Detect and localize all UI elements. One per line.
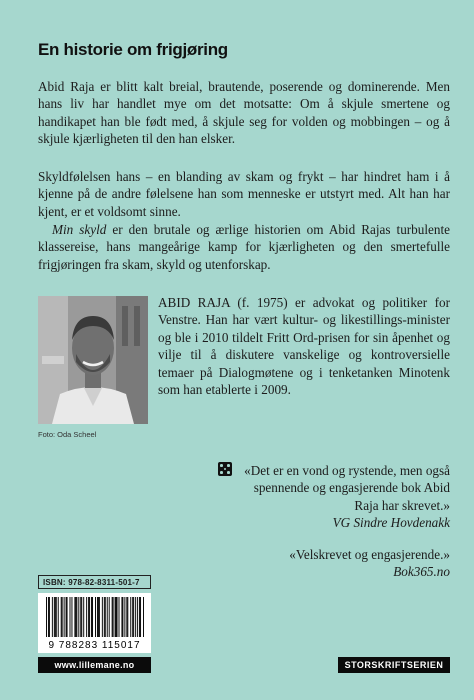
quote-source: Bok365.no — [393, 564, 450, 580]
barcode-bar — [137, 597, 138, 637]
barcode-bar — [61, 597, 62, 637]
barcode — [38, 593, 151, 653]
barcode-bar — [75, 597, 76, 637]
author-photo — [38, 296, 148, 424]
barcode-bar — [112, 597, 113, 637]
barcode-bar — [104, 597, 105, 637]
barcode-bar — [88, 597, 89, 637]
description-paragraph-1: Abid Raja er blitt kalt breial, brautende, poserende og dominerende. Men hans liv har handlet mye om det motsatte: Om å skjule smertene og handikapet han ble født med, å skjule seg for volden og mobbingen – og å skjule kjærligheten til den han elsker. — [38, 79, 450, 147]
barcode-bar — [102, 597, 103, 637]
barcode-bar — [115, 597, 116, 637]
barcode-bar — [109, 597, 110, 637]
series-label: STORSKRIFTSERIEN — [338, 657, 450, 673]
barcode-bar — [58, 597, 59, 637]
barcode-bar — [64, 597, 65, 637]
barcode-bar — [105, 597, 106, 637]
barcode-bar — [133, 597, 134, 637]
page-title: En historie om frigjøring — [38, 40, 228, 59]
barcode-bar — [89, 597, 90, 637]
barcode-bar — [143, 597, 144, 637]
barcode-bar — [126, 597, 127, 637]
barcode-bar — [97, 597, 98, 637]
barcode-bar — [76, 597, 77, 637]
barcode-digits: 9 788283 115017 — [48, 640, 141, 651]
isbn-label: ISBN: 978-82-8311-501-7 — [38, 575, 151, 589]
photo-credit: Foto: Oda Scheel — [38, 430, 97, 439]
quote-text: «Det er en vond og rystende, men også spennende og engasjerende bok Abid Raja har skrevet.» — [244, 463, 450, 513]
barcode-bar — [67, 597, 68, 637]
barcode-bar — [46, 597, 47, 637]
barcode-bar — [116, 597, 117, 637]
description-paragraph-3 — [38, 221, 450, 273]
dice-rating-icon — [218, 462, 232, 476]
barcode-bar — [66, 597, 67, 637]
barcode-bar — [107, 597, 108, 637]
barcode-bar — [56, 597, 57, 637]
barcode-bar — [122, 597, 123, 637]
barcode-bar — [62, 597, 63, 637]
author-bio: ABID RAJA (f. 1975) er advokat og politiker for Venstre. Han har vært kultur- og likestillings-minister og ble i 2010 tildelt Fritt Ord-prisen for sin åpenhet og vilje til å diskutere vanskelige og kontroversielle temaer på Dialogmøtene og i tenketanken Minotenk som han etablerte i 2009. — [158, 295, 450, 398]
barcode-bar — [121, 597, 122, 637]
barcode-bar — [140, 597, 141, 637]
barcode-bar — [95, 597, 96, 637]
barcode-bar — [99, 597, 100, 637]
barcode-bar — [124, 597, 125, 637]
barcode-bar — [117, 597, 118, 637]
barcode-bar — [52, 597, 53, 637]
book-title: Min skyld — [52, 222, 107, 237]
quote-source: VG Sindre Hovdenakk — [332, 515, 450, 531]
barcode-bar — [83, 597, 84, 637]
barcode-bar — [92, 597, 93, 637]
barcode-bar — [139, 597, 140, 637]
barcode-bar — [54, 597, 55, 637]
barcode-bar — [71, 597, 72, 637]
barcode-bar — [91, 597, 92, 637]
barcode-bar — [127, 597, 128, 637]
barcode-bar — [49, 597, 50, 637]
barcode-bar — [130, 597, 131, 637]
barcode-bar — [81, 597, 82, 637]
barcode-bar — [80, 597, 81, 637]
review-quote-1 — [244, 462, 450, 532]
description-paragraph-2: Skyldfølelsen hans – en blanding av skam og frykt – har hindret ham i å kjenne på de andre følelsene han som menneske er utstyrt med. Alt han har kjent, er et voldsomt sinne. — [38, 169, 450, 219]
barcode-bar — [48, 597, 49, 637]
review-quote-2 — [190, 546, 450, 581]
barcode-bar — [78, 597, 79, 637]
barcode-bar — [98, 597, 99, 637]
barcode-bar — [55, 597, 56, 637]
barcode-bar — [113, 597, 114, 637]
barcode-bar — [135, 597, 136, 637]
barcode-bar — [74, 597, 75, 637]
website-label: www.lillemane.no — [38, 657, 151, 673]
barcode-bar — [132, 597, 133, 637]
quote-text: «Velskrevet og engasjerende.» — [289, 547, 450, 562]
barcode-bar — [86, 597, 87, 637]
paragraph-3-text: er den brutale og ærlige historien om Abid Rajas turbulente klassereise, hans mangeårige kamp for kjærligheten og den smertefulle frigjøringen fra skam, skyld og utenforskap. — [38, 222, 450, 272]
barcode-bar — [70, 597, 71, 637]
barcode-bar — [119, 597, 120, 637]
